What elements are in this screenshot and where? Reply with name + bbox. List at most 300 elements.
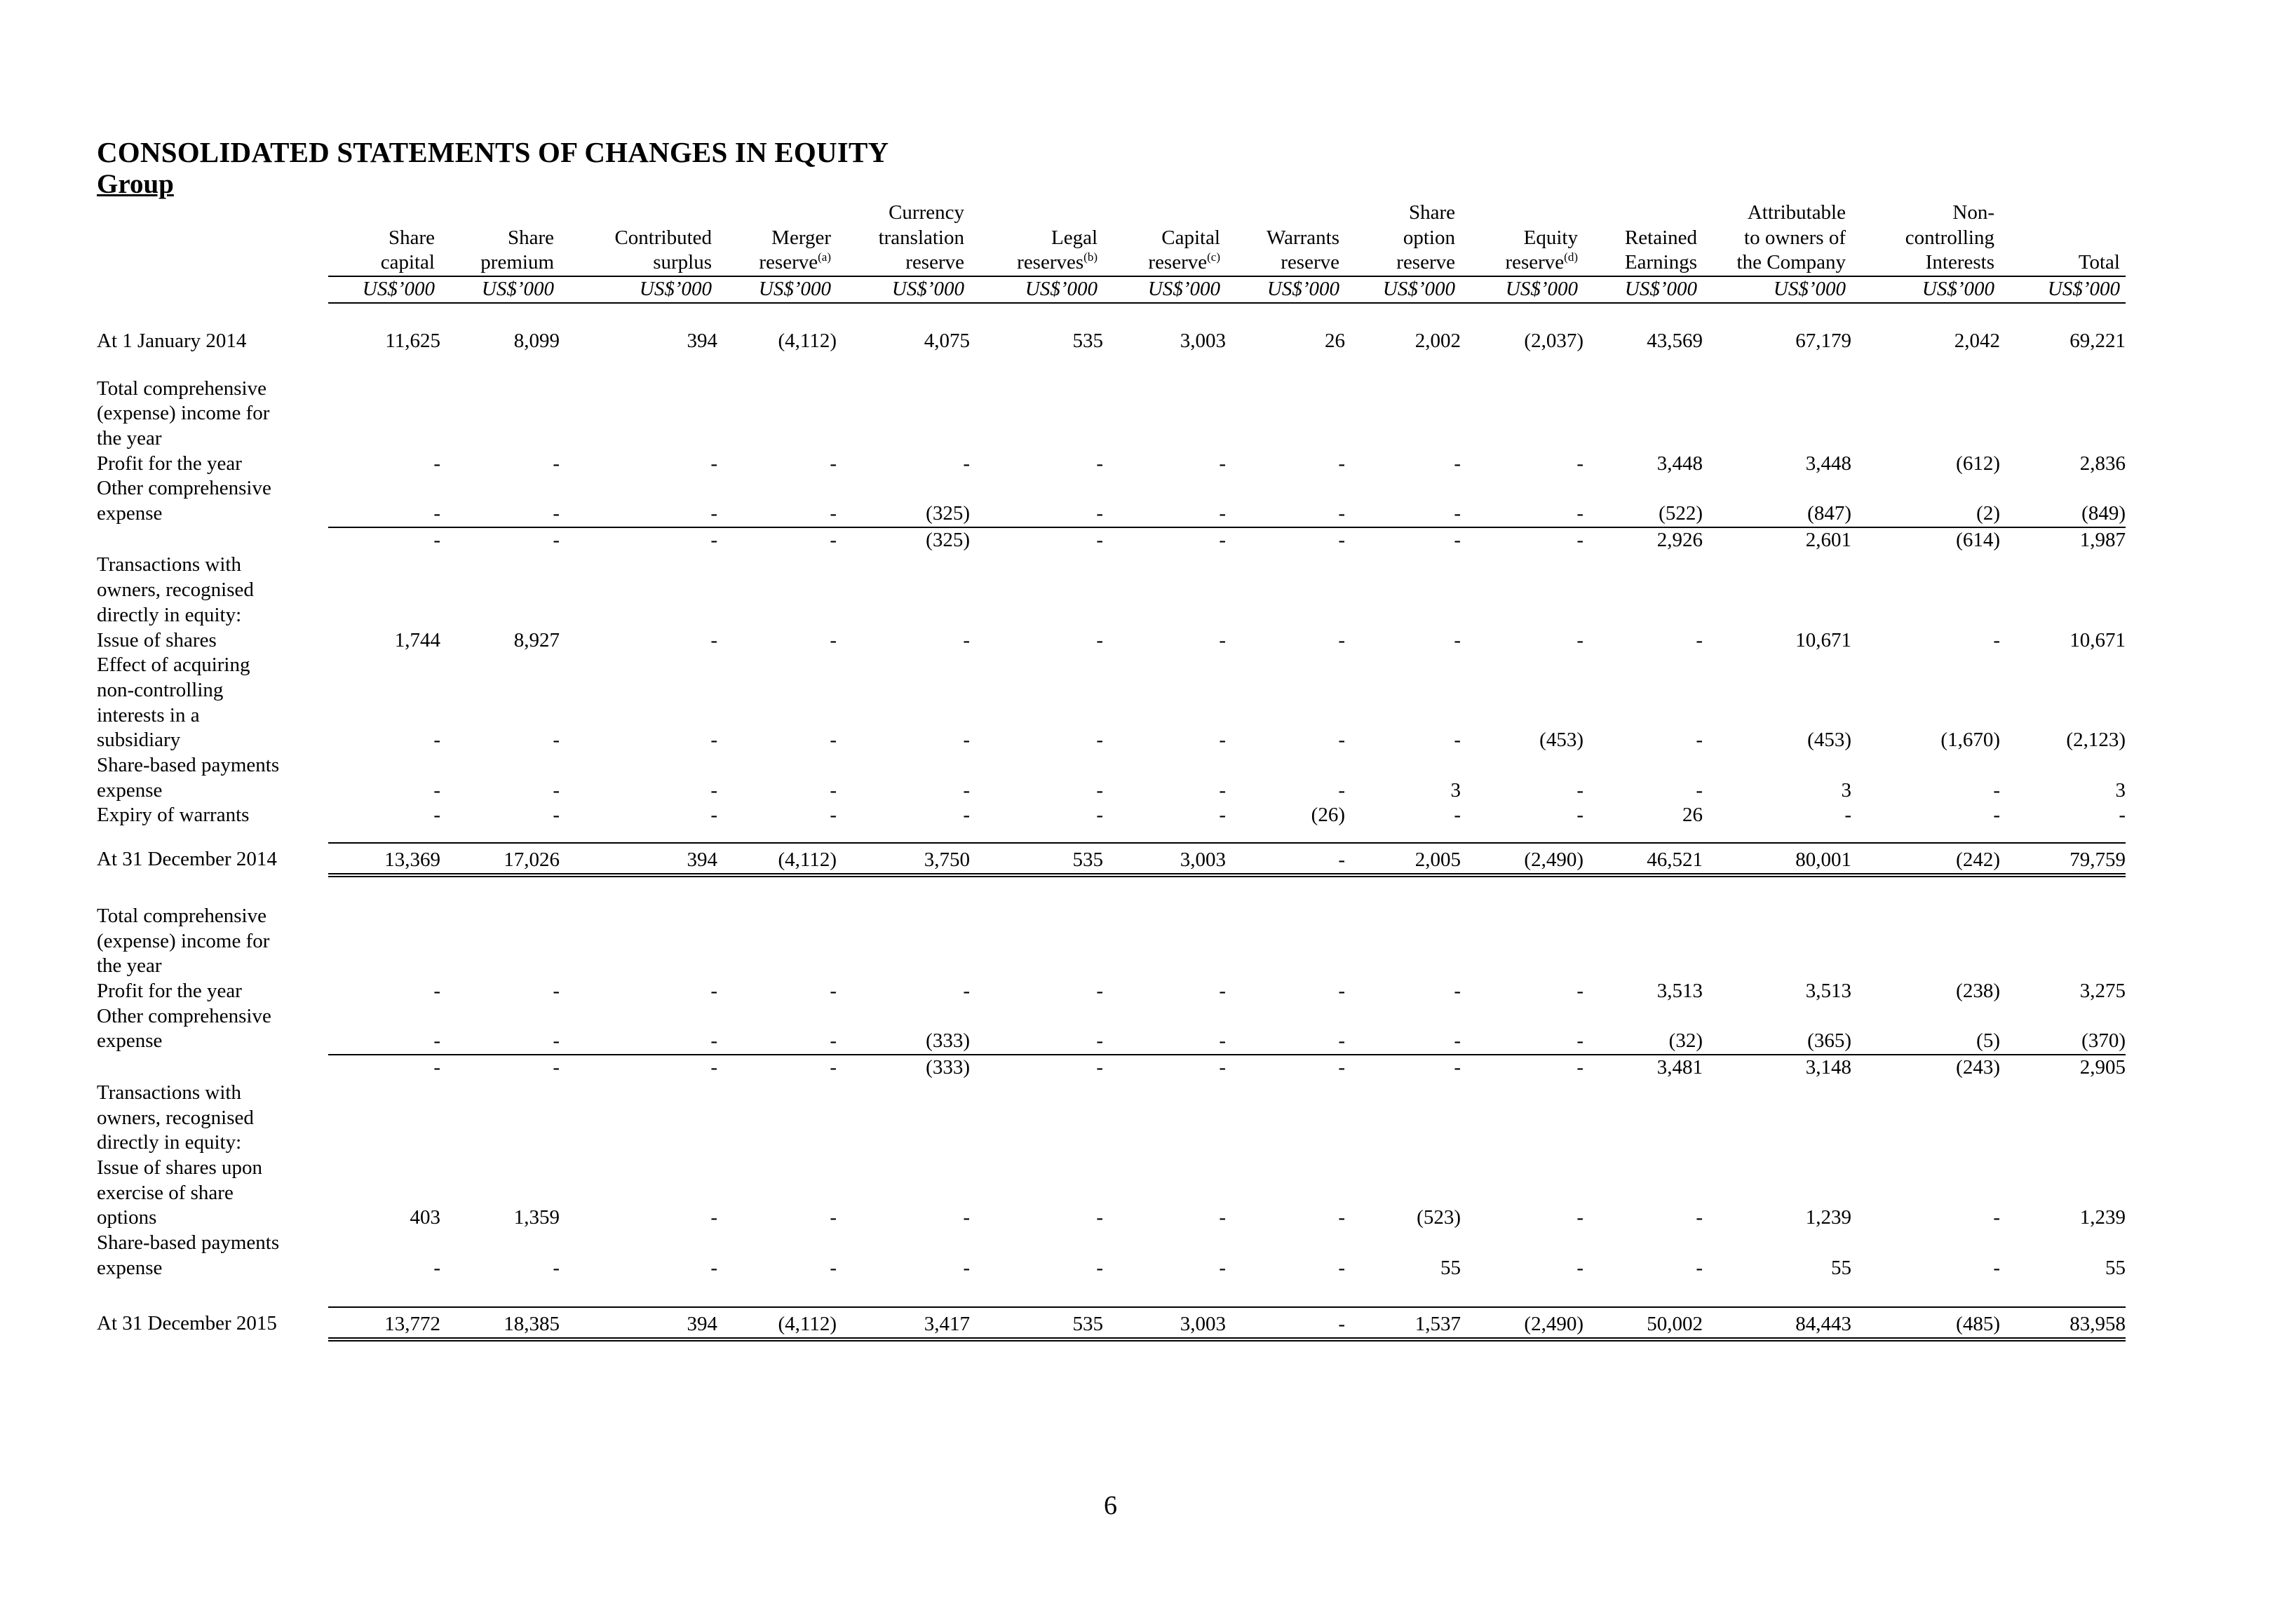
- value-cell: [1583, 401, 1703, 426]
- value-cell: [328, 1081, 440, 1106]
- value-cell: -: [433, 979, 440, 1002]
- value-cell: -: [1454, 729, 1461, 752]
- value-cell: [1461, 929, 1583, 954]
- value-cell: 50,002: [1583, 1307, 1703, 1339]
- value-cell: 3,513: [1805, 979, 1851, 1002]
- value-cell: [1583, 1106, 1703, 1131]
- value-cell: [1703, 954, 1851, 979]
- value-cell: -: [1993, 628, 2000, 651]
- value-cell: 3,003: [1103, 843, 1226, 875]
- value-cell: [1103, 578, 1226, 603]
- column-header-cell: [717, 226, 837, 251]
- value-cell: [1851, 1106, 2000, 1131]
- table-row: [97, 778, 2126, 804]
- value-cell: [2000, 904, 2126, 929]
- value-cell: -: [1096, 778, 1103, 802]
- value-cell: [560, 1081, 717, 1106]
- value-cell: [970, 603, 1103, 628]
- spacer-cell: [1103, 303, 1226, 329]
- value-cell: [1345, 929, 1461, 954]
- column-header-text: translation: [878, 226, 964, 249]
- table-row: [97, 1055, 2126, 1081]
- value-cell: (847): [1703, 501, 1851, 527]
- row-label: the year: [97, 954, 162, 978]
- value-cell: [1851, 476, 2000, 501]
- value-cell: [837, 553, 970, 578]
- value-cell: [1103, 1004, 1226, 1029]
- value-cell: [328, 1130, 440, 1156]
- value-cell: -: [970, 501, 1103, 527]
- value-cell: [1461, 578, 1583, 603]
- unit-cell: US$’000: [1345, 276, 1461, 303]
- table-row: [97, 1081, 2126, 1106]
- value-cell: [1345, 476, 1461, 501]
- value-cell: [1103, 653, 1226, 678]
- value-cell: 535: [1072, 329, 1103, 352]
- value-cell: [1226, 1181, 1345, 1206]
- value-cell: [440, 476, 560, 501]
- column-header-cell: [328, 201, 440, 226]
- column-header-text: reserve: [1281, 251, 1339, 274]
- value-cell: -: [717, 1029, 837, 1055]
- value-cell: -: [830, 528, 837, 551]
- value-cell: [717, 1081, 837, 1106]
- value-cell: [560, 904, 717, 929]
- value-cell: [1226, 1106, 1345, 1131]
- value-cell: [1103, 426, 1226, 452]
- value-cell: [328, 476, 440, 501]
- value-cell: -: [710, 452, 717, 475]
- value-cell: [1461, 1181, 1583, 1206]
- value-cell: [440, 653, 560, 678]
- value-cell: -: [1454, 1056, 1461, 1079]
- spacer-cell: [837, 1280, 970, 1307]
- value-cell: [1461, 1081, 1583, 1106]
- value-cell: -: [1219, 778, 1226, 802]
- value-cell: [970, 954, 1103, 979]
- table-row: [97, 728, 2126, 753]
- spacer-cell: [1345, 354, 1461, 377]
- value-cell: -: [1096, 1206, 1103, 1229]
- value-cell: 394: [560, 1307, 717, 1339]
- value-cell: 4,075: [924, 329, 970, 352]
- spacer-cell: [1103, 875, 1226, 904]
- column-header-cell: [1226, 226, 1345, 251]
- value-cell: [2000, 1231, 2126, 1256]
- value-cell: [837, 578, 970, 603]
- column-header-cell: [970, 250, 1103, 276]
- value-cell: 26: [1325, 329, 1345, 352]
- value-cell: [1703, 1181, 1851, 1206]
- column-header-cell: [1345, 226, 1461, 251]
- spacer-cell: [328, 828, 440, 843]
- table-row: [97, 803, 2126, 828]
- value-cell: [970, 1181, 1103, 1206]
- value-cell: [1226, 904, 1345, 929]
- value-cell: (2,490): [1461, 843, 1583, 875]
- column-header-cell: [440, 226, 560, 251]
- value-cell: [1583, 954, 1703, 979]
- value-cell: [837, 1231, 970, 1256]
- value-cell: -: [963, 1256, 970, 1279]
- value-cell: [1851, 1004, 2000, 1029]
- value-cell: [1103, 553, 1226, 578]
- value-cell: [1103, 1130, 1226, 1156]
- value-cell: 1,239: [1805, 1206, 1851, 1229]
- value-cell: -: [1576, 979, 1583, 1002]
- value-cell: [837, 1156, 970, 1181]
- value-cell: [1103, 401, 1226, 426]
- value-cell: [1583, 476, 1703, 501]
- value-cell: [1851, 1130, 2000, 1156]
- spacer-row: [97, 875, 2126, 904]
- value-cell: (2,037): [1524, 329, 1583, 352]
- value-cell: [328, 426, 440, 452]
- value-cell: [560, 553, 717, 578]
- spacer-cell: [970, 303, 1103, 329]
- spacer-cell: [440, 354, 560, 377]
- table-row: [97, 1256, 2126, 1281]
- value-cell: [1461, 678, 1583, 703]
- column-header-cell: [970, 226, 1103, 251]
- spacer-cell: [717, 875, 837, 904]
- value-cell: -: [1345, 501, 1461, 527]
- value-cell: [717, 603, 837, 628]
- value-cell: (485): [1851, 1307, 2000, 1339]
- value-cell: [1703, 1231, 1851, 1256]
- value-cell: -: [1454, 804, 1461, 827]
- value-cell: 1,359: [513, 1206, 560, 1229]
- value-cell: -: [553, 1056, 560, 1079]
- value-cell: -: [1226, 501, 1345, 527]
- value-cell: [717, 1181, 837, 1206]
- value-cell: [2000, 954, 2126, 979]
- column-header-cell: [2000, 250, 2126, 276]
- row-label: expense: [97, 1029, 163, 1053]
- value-cell: [717, 753, 837, 778]
- value-cell: 55: [1831, 1256, 1851, 1279]
- value-cell: [1851, 678, 2000, 703]
- spacer-cell: [328, 1280, 440, 1307]
- row-label: At 31 December 2015: [97, 1312, 277, 1335]
- value-cell: [1461, 1130, 1583, 1156]
- column-header-cell: [1583, 226, 1703, 251]
- value-cell: [1583, 1004, 1703, 1029]
- value-cell: [1583, 603, 1703, 628]
- table-row: [97, 678, 2126, 703]
- value-cell: [2000, 578, 2126, 603]
- value-cell: -: [830, 979, 837, 1002]
- value-cell: [560, 703, 717, 729]
- value-cell: -: [433, 1256, 440, 1279]
- footnote-marker: (c): [1207, 250, 1220, 264]
- value-cell: [560, 753, 717, 778]
- value-cell: -: [710, 528, 717, 551]
- row-label: Issue of shares: [97, 628, 217, 651]
- row-label: the year: [97, 426, 162, 450]
- value-cell: 3: [1450, 778, 1461, 802]
- row-label: Effect of acquiring: [97, 654, 250, 677]
- value-cell: [1345, 1106, 1461, 1131]
- spacer-cell: [1851, 828, 2000, 843]
- spacer-cell: [837, 354, 970, 377]
- value-cell: [1103, 603, 1226, 628]
- unit-cell: US$’000: [560, 276, 717, 303]
- footnote-marker: (a): [818, 250, 831, 264]
- value-cell: -: [560, 501, 717, 527]
- value-cell: [2000, 703, 2126, 729]
- table-row: [97, 1106, 2126, 1131]
- spacer-cell: [97, 828, 328, 843]
- unit-cell: US$’000: [1226, 276, 1345, 303]
- column-header-text: the Company: [1736, 251, 1846, 274]
- value-cell: [717, 954, 837, 979]
- column-header-cell: [1103, 250, 1226, 276]
- column-header-cell: [837, 250, 970, 276]
- value-cell: -: [963, 1206, 970, 1229]
- value-cell: -: [1096, 528, 1103, 551]
- value-cell: [560, 401, 717, 426]
- value-cell: [2000, 1156, 2126, 1181]
- value-cell: -: [830, 1256, 837, 1279]
- value-cell: -: [1096, 804, 1103, 827]
- value-cell: -: [553, 979, 560, 1002]
- value-cell: [970, 753, 1103, 778]
- header-label-cell: [97, 226, 328, 251]
- spacer-cell: [440, 1280, 560, 1307]
- value-cell: [1103, 904, 1226, 929]
- value-cell: 403: [410, 1206, 440, 1229]
- value-cell: 3,513: [1656, 979, 1703, 1002]
- spacer-cell: [717, 354, 837, 377]
- value-cell: [1226, 1156, 1345, 1181]
- value-cell: [970, 653, 1103, 678]
- value-cell: -: [553, 452, 560, 475]
- value-cell: [328, 1231, 440, 1256]
- value-cell: [970, 1156, 1103, 1181]
- value-cell: 3,417: [837, 1307, 970, 1339]
- value-cell: 84,443: [1703, 1307, 1851, 1339]
- value-cell: -: [717, 501, 837, 527]
- value-cell: -: [963, 729, 970, 752]
- value-cell: 10,671: [2069, 628, 2126, 651]
- column-header-text: Legal: [1051, 226, 1098, 249]
- value-cell: -: [1576, 1056, 1583, 1079]
- header-label-cell: [97, 201, 328, 226]
- value-cell: [1703, 553, 1851, 578]
- column-header-row: [97, 201, 2126, 226]
- value-cell: -: [1338, 1056, 1345, 1079]
- value-cell: -: [1096, 1056, 1103, 1079]
- value-cell: [440, 1130, 560, 1156]
- value-cell: [1461, 553, 1583, 578]
- value-cell: 43,569: [1647, 329, 1703, 352]
- value-cell: -: [1219, 452, 1226, 475]
- value-cell: [717, 1231, 837, 1256]
- row-label: Other comprehensive: [97, 477, 271, 500]
- value-cell: [717, 1004, 837, 1029]
- row-label: Expiry of warrants: [97, 804, 250, 827]
- value-cell: [1345, 1181, 1461, 1206]
- value-cell: [560, 426, 717, 452]
- value-cell: [328, 1004, 440, 1029]
- value-cell: [560, 1181, 717, 1206]
- value-cell: [970, 1106, 1103, 1131]
- value-cell: [1851, 703, 2000, 729]
- row-label: Share-based payments: [97, 754, 280, 777]
- value-cell: [1851, 553, 2000, 578]
- value-cell: -: [560, 1029, 717, 1055]
- unit-row: [97, 276, 2126, 303]
- table-row: [97, 452, 2126, 477]
- column-header-text: reserve: [1396, 251, 1455, 274]
- spacer-cell: [717, 1280, 837, 1307]
- value-cell: 2,601: [1805, 528, 1851, 551]
- value-cell: [1345, 1004, 1461, 1029]
- value-cell: [1103, 1106, 1226, 1131]
- value-cell: -: [830, 628, 837, 651]
- spacer-cell: [1583, 303, 1703, 329]
- unit-cell: US$’000: [717, 276, 837, 303]
- value-cell: 1,987: [2079, 528, 2126, 551]
- value-cell: -: [1338, 1206, 1345, 1229]
- value-cell: -: [1454, 628, 1461, 651]
- value-cell: -: [710, 1206, 717, 1229]
- value-cell: 80,001: [1703, 843, 1851, 875]
- value-cell: [1583, 1231, 1703, 1256]
- spacer-cell: [1461, 354, 1583, 377]
- spacer-row: [97, 1280, 2126, 1307]
- value-cell: [560, 476, 717, 501]
- column-header-text: Share: [507, 226, 554, 249]
- value-cell: 11,625: [385, 329, 440, 352]
- column-header-text: Merger: [771, 226, 831, 249]
- spacer-cell: [2000, 1280, 2126, 1307]
- table-row: [97, 979, 2126, 1004]
- value-cell: [717, 1106, 837, 1131]
- column-header-text: Total: [2078, 251, 2120, 274]
- value-cell: -: [1461, 501, 1583, 527]
- value-cell: [1103, 1231, 1226, 1256]
- value-cell: [560, 377, 717, 402]
- unit-cell: US$’000: [970, 276, 1103, 303]
- value-cell: -: [963, 979, 970, 1002]
- value-cell: 46,521: [1583, 843, 1703, 875]
- value-cell: [837, 753, 970, 778]
- value-cell: [1345, 401, 1461, 426]
- value-cell: [1226, 553, 1345, 578]
- value-cell: [1703, 377, 1851, 402]
- value-cell: [1103, 476, 1226, 501]
- value-cell: -: [1226, 843, 1345, 875]
- value-cell: [717, 678, 837, 703]
- value-cell: [837, 678, 970, 703]
- value-cell: [328, 1156, 440, 1181]
- column-header-text: Share: [388, 226, 435, 249]
- value-cell: 3,003: [1103, 1307, 1226, 1339]
- value-cell: (849): [2000, 501, 2126, 527]
- value-cell: (325): [837, 501, 970, 527]
- value-cell: [1226, 578, 1345, 603]
- value-cell: [1226, 1004, 1345, 1029]
- column-header-cell: [1226, 250, 1345, 276]
- value-cell: [1226, 753, 1345, 778]
- column-header-cell: [1103, 201, 1226, 226]
- value-cell: [970, 1130, 1103, 1156]
- value-cell: [1703, 929, 1851, 954]
- value-cell: [1461, 703, 1583, 729]
- value-cell: -: [1576, 1256, 1583, 1279]
- value-cell: -: [963, 628, 970, 651]
- value-cell: -: [1338, 778, 1345, 802]
- value-cell: 2,905: [2079, 1056, 2126, 1079]
- spacer-cell: [1851, 303, 2000, 329]
- value-cell: [440, 553, 560, 578]
- footnote-marker: (d): [1564, 250, 1578, 264]
- value-cell: [837, 1130, 970, 1156]
- value-cell: [1703, 653, 1851, 678]
- value-cell: [1851, 603, 2000, 628]
- value-cell: [2000, 603, 2126, 628]
- value-cell: -: [1993, 1256, 2000, 1279]
- value-cell: 2,926: [1656, 528, 1703, 551]
- footnote-marker: (b): [1083, 250, 1098, 264]
- changes-in-equity-table: [97, 201, 2126, 1341]
- value-cell: [1226, 1081, 1345, 1106]
- column-header-cell: [1345, 201, 1461, 226]
- table-row: [97, 753, 2126, 778]
- value-cell: (614): [1956, 528, 2000, 551]
- spacer-cell: [970, 875, 1103, 904]
- value-cell: [1703, 904, 1851, 929]
- value-cell: [440, 1081, 560, 1106]
- value-cell: [328, 377, 440, 402]
- value-cell: [1851, 1081, 2000, 1106]
- row-label: Transactions with: [97, 553, 241, 576]
- value-cell: -: [1096, 729, 1103, 752]
- spacer-cell: [970, 354, 1103, 377]
- column-header-cell: [837, 226, 970, 251]
- column-header-text: reserves: [1017, 251, 1084, 274]
- row-label: At 31 December 2014: [97, 848, 277, 871]
- value-cell: -: [433, 778, 440, 802]
- value-cell: [717, 426, 837, 452]
- column-header-text: reserve: [759, 251, 818, 274]
- value-cell: (32): [1583, 1029, 1703, 1055]
- spacer-cell: [1583, 354, 1703, 377]
- column-header-cell: [328, 226, 440, 251]
- value-cell: [1103, 377, 1226, 402]
- value-cell: [970, 553, 1103, 578]
- spacer-cell: [440, 828, 560, 843]
- value-cell: [1703, 426, 1851, 452]
- value-cell: [1703, 678, 1851, 703]
- value-cell: -: [440, 501, 560, 527]
- value-cell: [1461, 753, 1583, 778]
- column-header-row: [97, 226, 2126, 251]
- table-row: [97, 1004, 2126, 1029]
- column-header-text: Retained: [1624, 226, 1697, 249]
- statement-subtitle: Group: [97, 169, 174, 199]
- value-cell: [1103, 678, 1226, 703]
- value-cell: [1345, 653, 1461, 678]
- value-cell: [837, 703, 970, 729]
- value-cell: [1851, 1156, 2000, 1181]
- value-cell: [717, 653, 837, 678]
- table-row: [97, 628, 2126, 654]
- column-header-cell: [328, 250, 440, 276]
- spacer-cell: [1703, 828, 1851, 843]
